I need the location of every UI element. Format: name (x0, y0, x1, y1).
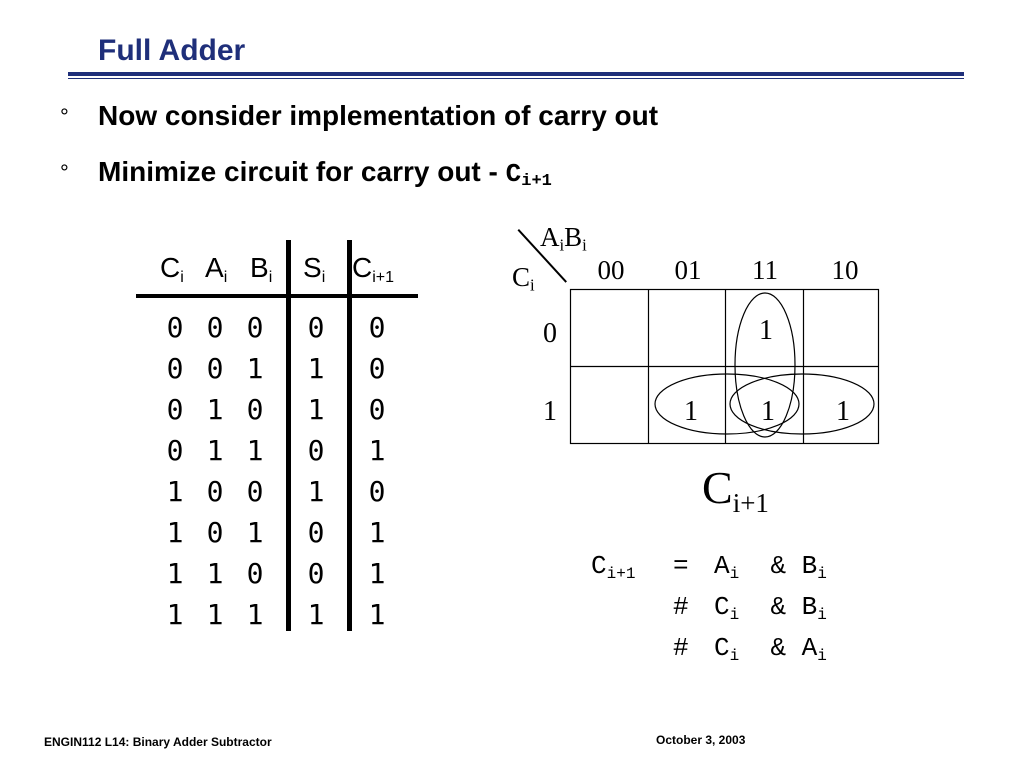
tt-cell-ci1: 1 (368, 516, 386, 549)
equation-op-1: = (673, 551, 689, 581)
carry-out-symbol: $C_{i+1}$ (505, 159, 552, 191)
bullet-1: Now consider implementation of carry out (98, 100, 659, 131)
equation-op-2: # (673, 592, 689, 622)
kmap-col-label-11: 11 (752, 255, 778, 285)
kmap-row-label-0: 0 (543, 318, 557, 349)
tt-cell-ci1: 1 (368, 434, 386, 467)
kmap-cell-r0-c11: 1 (759, 315, 773, 346)
tt-header-ci: $C_i$ (160, 252, 184, 286)
kmap-row-var: $C_i$ (512, 262, 535, 295)
tt-cell-si: 1 (307, 598, 325, 631)
tt-cell-ci: 0 (166, 311, 184, 344)
tt-header-ai: $A_i$ (205, 252, 228, 286)
tt-cell-ai: 1 (206, 557, 224, 590)
kmap-cell-r1-c01: 1 (684, 396, 698, 427)
tt-cell-ci1: 0 (368, 393, 386, 426)
footer-course: ENGIN112 L14: Binary Adder Subtractor (44, 735, 272, 749)
tt-cell-si: 1 (307, 475, 325, 508)
tt-cell-si: 0 (307, 434, 325, 467)
tt-cell-bi: 1 (246, 434, 264, 467)
tt-cell-ci: 1 (166, 557, 184, 590)
tt-cell-bi: 1 (246, 352, 264, 385)
tt-cell-bi: 0 (246, 557, 264, 590)
tt-cell-ai: 1 (206, 393, 224, 426)
tt-cell-bi: 1 (246, 516, 264, 549)
tt-header-bi: $B_i$ (250, 252, 273, 286)
tt-cell-ci: 0 (166, 434, 184, 467)
tt-cell-ai: 0 (206, 475, 224, 508)
bullet-marker: ° (60, 104, 69, 129)
tt-cell-ai: 0 (206, 516, 224, 549)
tt-cell-ai: 1 (206, 434, 224, 467)
tt-cell-ai: 0 (206, 311, 224, 344)
tt-cell-ci: 0 (166, 393, 184, 426)
tt-cell-si: 0 (307, 311, 325, 344)
kmap-col-var: $A_iB_i$ (540, 222, 587, 255)
footer-date: October 3, 2003 (656, 733, 746, 747)
kmap-cell-r1-c10: 1 (836, 396, 850, 427)
bullet-marker: ° (60, 160, 69, 185)
tt-cell-ai: 0 (206, 352, 224, 385)
tt-cell-ci1: 1 (368, 598, 386, 631)
kmap-col-label-00: 00 (597, 255, 625, 285)
tt-cell-ci1: 0 (368, 352, 386, 385)
tt-header-si: $S_i$ (303, 252, 326, 286)
equation-term-1: $A_i$ & $B_i$ (714, 551, 827, 583)
tt-cell-ci1: 0 (368, 311, 386, 344)
kmap-cell-r1-c11: 1 (761, 396, 775, 427)
bullet-2-text: Minimize circuit for carry out - (98, 156, 506, 187)
equation-line-1: $C_{i+1}$ (591, 551, 636, 583)
kmap-row-label-1: 1 (543, 396, 557, 427)
tt-cell-si: 1 (307, 393, 325, 426)
tt-cell-ci: 1 (166, 475, 184, 508)
kmap-col-label-01: 01 (674, 255, 702, 285)
equation-op-3: # (673, 633, 689, 663)
tt-cell-ci: 0 (166, 352, 184, 385)
tt-cell-si: 0 (307, 516, 325, 549)
equation-term-3: $C_i$ & $A_i$ (714, 633, 827, 665)
kmap-col-label-10: 10 (831, 255, 859, 285)
tt-cell-ci1: 0 (368, 475, 386, 508)
tt-cell-ai: 1 (206, 598, 224, 631)
tt-header-ci1: $C_{i+1}$ (352, 252, 395, 286)
tt-cell-bi: 0 (246, 393, 264, 426)
tt-cell-si: 1 (307, 352, 325, 385)
tt-cell-bi: 0 (246, 311, 264, 344)
kmap-caption: $C_{i+1}$ (702, 462, 769, 518)
slide-title: Full Adder (98, 34, 246, 67)
tt-cell-ci1: 1 (368, 557, 386, 590)
tt-cell-bi: 1 (246, 598, 264, 631)
equation-term-2: $C_i$ & $B_i$ (714, 592, 827, 624)
tt-cell-ci: 1 (166, 598, 184, 631)
tt-cell-si: 0 (307, 557, 325, 590)
tt-cell-bi: 0 (246, 475, 264, 508)
tt-cell-ci: 1 (166, 516, 184, 549)
